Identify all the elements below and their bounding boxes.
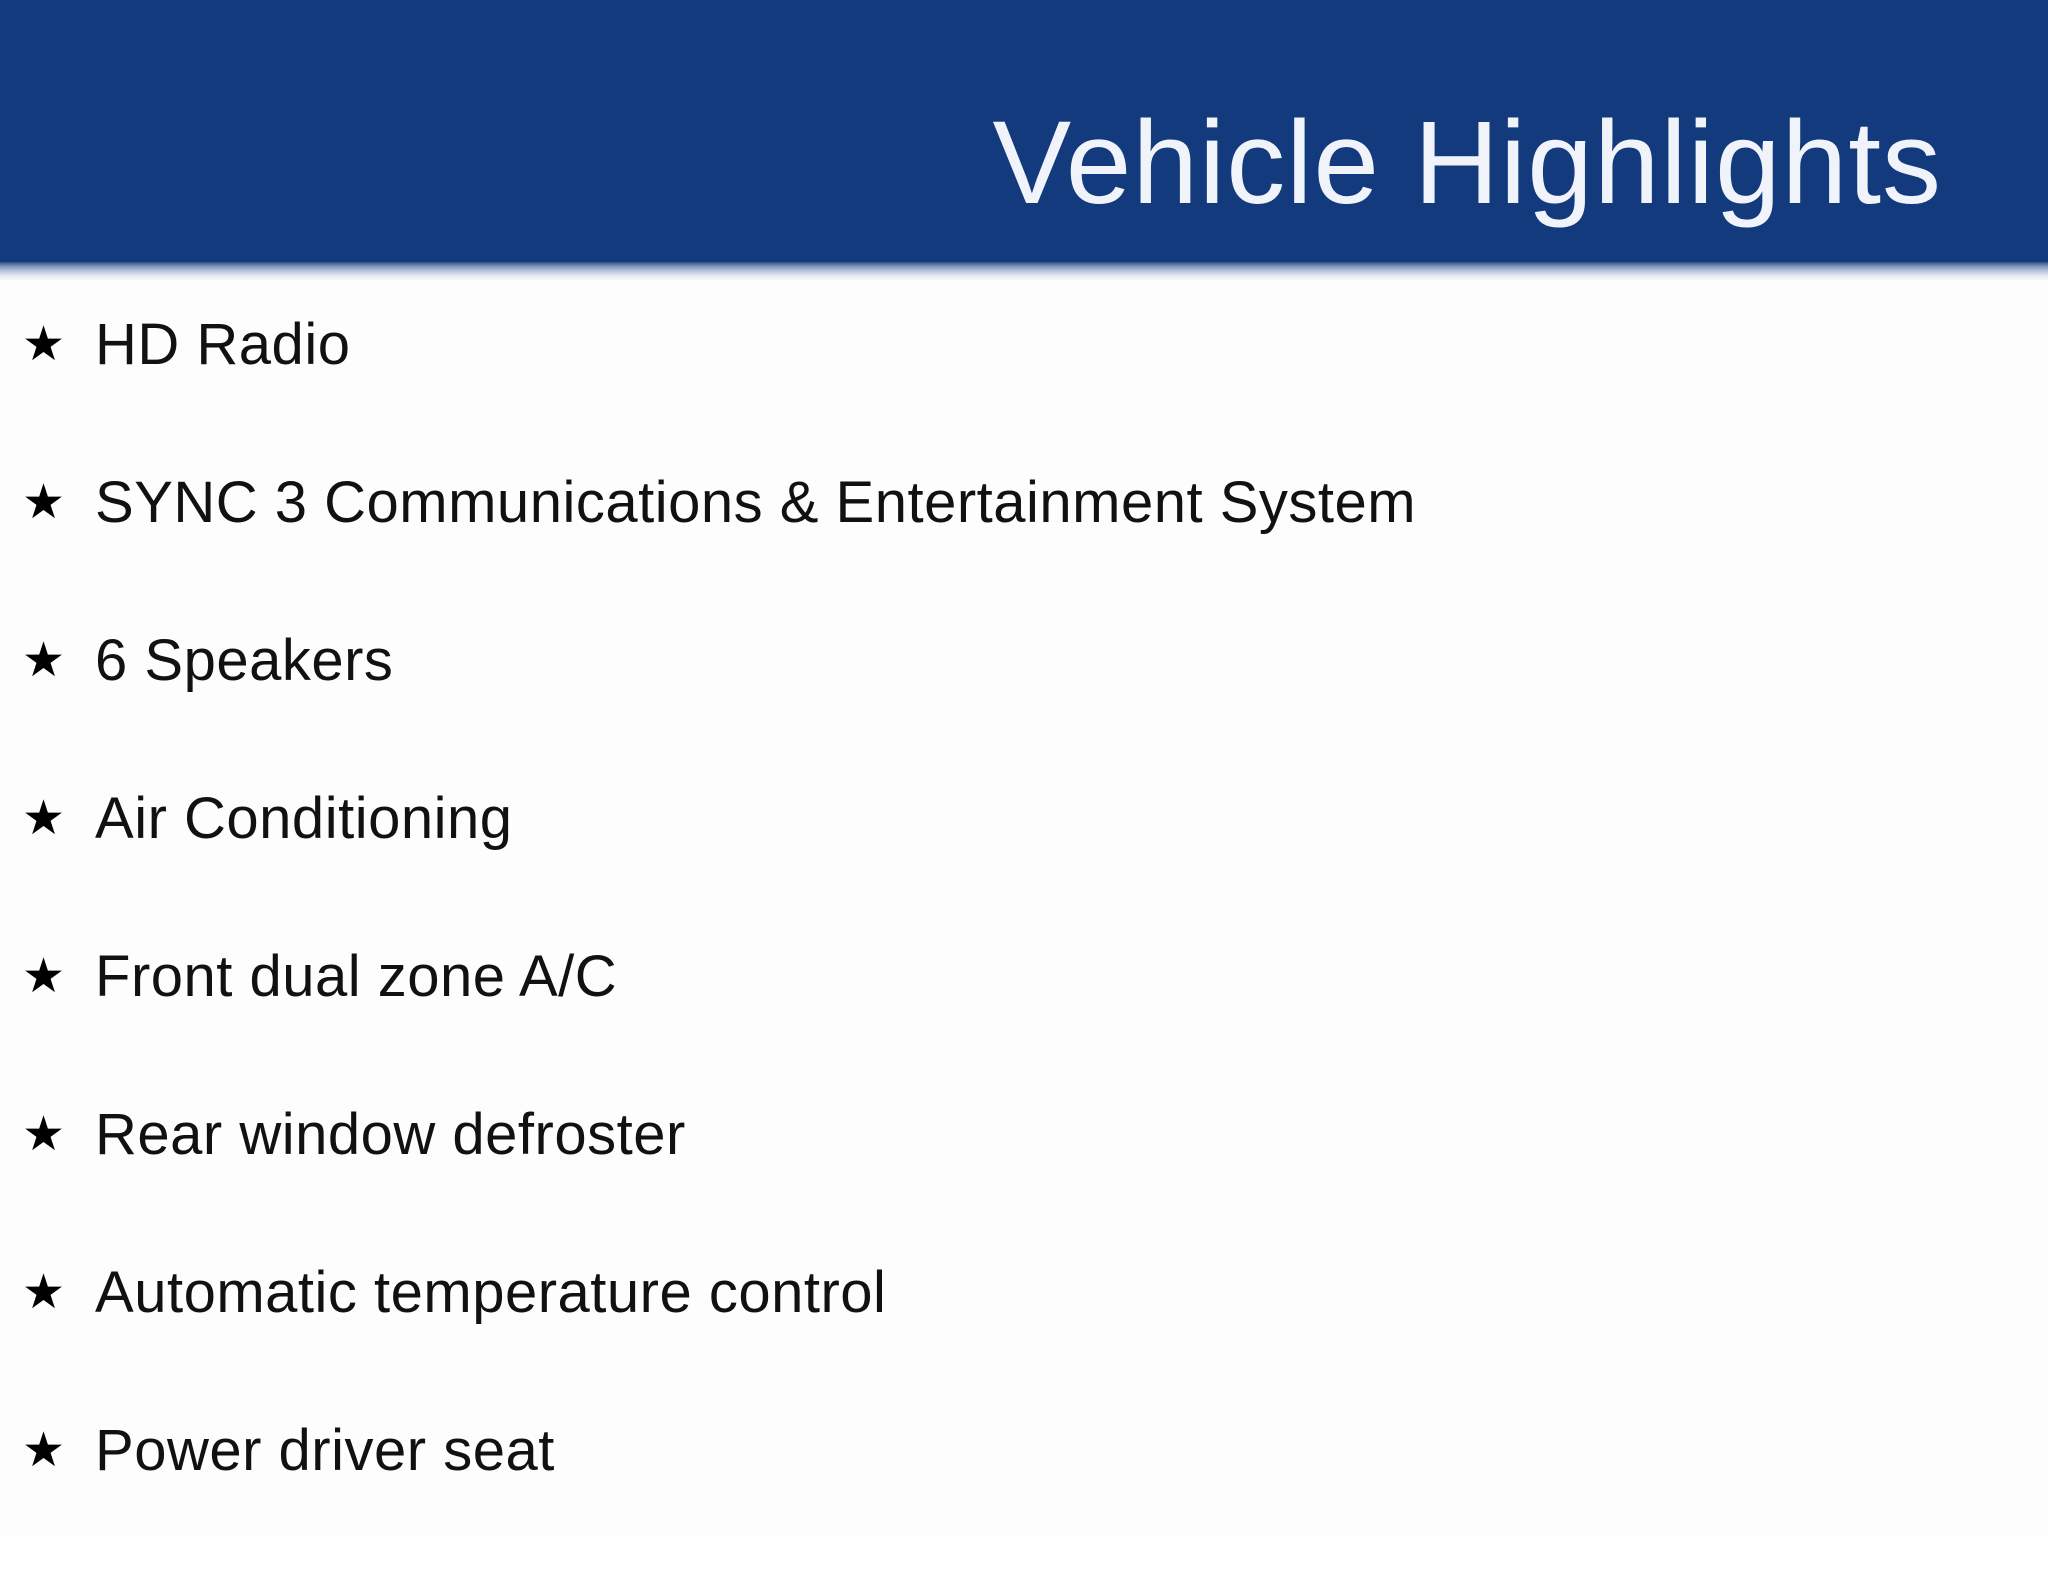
list-item bbox=[22, 1418, 2048, 1579]
list-item bbox=[22, 786, 2048, 947]
list-item bbox=[22, 1102, 2048, 1263]
header-divider bbox=[0, 262, 2048, 282]
list-item-label: SYNC 3 Communications & Entertainment System bbox=[95, 470, 1417, 535]
list-item-label: Front dual zone A/C bbox=[95, 944, 618, 1009]
star-icon: ★ bbox=[22, 634, 66, 687]
list-item bbox=[22, 944, 2048, 1105]
star-icon: ★ bbox=[22, 950, 66, 1003]
list-item-label: Air Conditioning bbox=[95, 786, 513, 851]
page-title: Vehicle Highlights bbox=[992, 97, 1942, 229]
star-icon: ★ bbox=[22, 792, 66, 845]
star-icon: ★ bbox=[22, 1108, 66, 1161]
list-item-label: 6 Speakers bbox=[95, 628, 394, 693]
list-item-label: HD Radio bbox=[95, 312, 351, 377]
star-icon: ★ bbox=[22, 1266, 66, 1319]
star-icon: ★ bbox=[22, 476, 66, 529]
list-item bbox=[22, 628, 2048, 789]
highlights-list bbox=[0, 282, 2048, 1579]
star-icon: ★ bbox=[22, 318, 66, 371]
list-item bbox=[22, 312, 2048, 473]
list-item bbox=[22, 1260, 2048, 1421]
list-item-label: Automatic temperature control bbox=[95, 1260, 887, 1325]
list-item bbox=[22, 470, 2048, 631]
list-item-label: Power driver seat bbox=[95, 1418, 555, 1483]
star-icon: ★ bbox=[22, 1424, 66, 1477]
list-item-label: Rear window defroster bbox=[95, 1102, 686, 1167]
header-banner bbox=[0, 0, 2048, 262]
